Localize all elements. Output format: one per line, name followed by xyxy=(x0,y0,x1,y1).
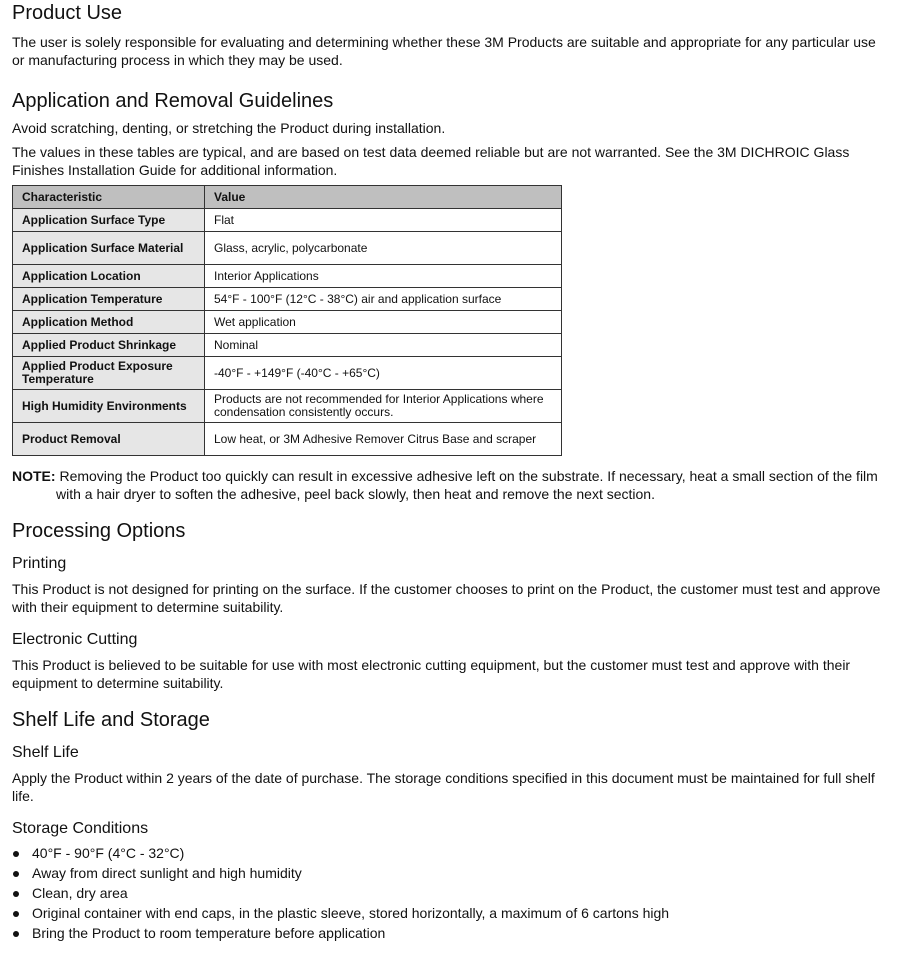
table-cell-key: Product Removal xyxy=(13,423,205,456)
table-cell-value: -40°F - +149°F (-40°C - +65°C) xyxy=(205,357,562,390)
note-paragraph xyxy=(12,467,892,503)
table-cell-key: Application Surface Type xyxy=(13,209,205,232)
table-row xyxy=(13,232,562,265)
list-item: 40°F - 90°F (4°C - 32°C) xyxy=(12,843,892,863)
table-cell-key: Application Method xyxy=(13,311,205,334)
characteristics-table xyxy=(12,185,562,456)
table-header-row xyxy=(13,186,562,209)
list-item: Bring the Product to room temperature before application xyxy=(12,923,892,943)
table-cell-key: High Humidity Environments xyxy=(13,390,205,423)
electronic-cutting-paragraph: This Product is believed to be suitable for use with most electronic cutting equipment, but the customer must test and approve with their equipment to determine suitability. xyxy=(12,657,851,691)
table-row xyxy=(13,357,562,390)
section-title-application: Application and Removal Guidelines xyxy=(12,90,334,112)
table-cell-key: Application Temperature xyxy=(13,288,205,311)
list-item: Original container with end caps, in the plastic sleeve, stored horizontally, a maximum of 6 cartons high xyxy=(12,903,892,923)
subsection-title-electronic-cutting: Electronic Cutting xyxy=(12,631,138,648)
table-cell-key: Application Location xyxy=(13,265,205,288)
table-cell-value: Products are not recommended for Interior Applications where condensation consistently occurs. xyxy=(205,390,562,423)
note-label: NOTE: xyxy=(12,468,56,484)
table-cell-value: Glass, acrylic, polycarbonate xyxy=(205,232,562,265)
section-title-product-use: Product Use xyxy=(12,2,123,24)
table-row xyxy=(13,390,562,423)
application-paragraph-2: The values in these tables are typical, and are based on test data deemed reliable but are not warranted. See the 3M DICHROIC Glass Finishes Installation Guide for additional information. xyxy=(12,144,850,178)
table-row xyxy=(13,288,562,311)
shelf-life-paragraph: Apply the Product within 2 years of the date of purchase. The storage conditions specified in this document must be maintained for full shelf life. xyxy=(12,770,875,804)
note-text: Removing the Product too quickly can result in excessive adhesive left on the substrate. If necessary, heat a small section of the film with a hair dryer to soften the adhesive, peel back slowly, then heat and remove the next section. xyxy=(56,468,878,502)
subsection-title-storage: Storage Conditions xyxy=(12,820,149,837)
product-use-paragraph: The user is solely responsible for evaluating and determining whether these 3M Products are suitable and appropriate for any particular use or manufacturing process in which they may be used. xyxy=(12,34,876,68)
table-row xyxy=(13,334,562,357)
table-cell-value: Wet application xyxy=(205,311,562,334)
table-cell-value: Interior Applications xyxy=(205,265,562,288)
table-cell-key: Applied Product Exposure Temperature xyxy=(13,357,205,390)
application-paragraph-1: Avoid scratching, denting, or stretching the Product during installation. xyxy=(12,120,446,136)
list-item: Away from direct sunlight and high humidity xyxy=(12,863,892,883)
table-row xyxy=(13,311,562,334)
table-cell-value: Flat xyxy=(205,209,562,232)
table-cell-value: 54°F - 100°F (12°C - 38°C) air and application surface xyxy=(205,288,562,311)
list-item: Clean, dry area xyxy=(12,883,892,903)
section-title-processing: Processing Options xyxy=(12,520,186,542)
subsection-title-shelf-life: Shelf Life xyxy=(12,744,79,761)
section-title-shelf-life: Shelf Life and Storage xyxy=(12,709,210,731)
table-row xyxy=(13,265,562,288)
table-row xyxy=(13,209,562,232)
subsection-title-printing: Printing xyxy=(12,555,67,572)
table-header-cell: Value xyxy=(205,186,562,209)
table-cell-value: Nominal xyxy=(205,334,562,357)
storage-conditions-list xyxy=(12,843,892,943)
table-row xyxy=(13,423,562,456)
table-cell-value: Low heat, or 3M Adhesive Remover Citrus Base and scraper xyxy=(205,423,562,456)
table-cell-key: Applied Product Shrinkage xyxy=(13,334,205,357)
printing-paragraph: This Product is not designed for printing on the surface. If the customer chooses to print on the Product, the customer must test and approve with their equipment to determine suitability. xyxy=(12,581,881,615)
table-header-cell: Characteristic xyxy=(13,186,205,209)
table-cell-key: Application Surface Material xyxy=(13,232,205,265)
